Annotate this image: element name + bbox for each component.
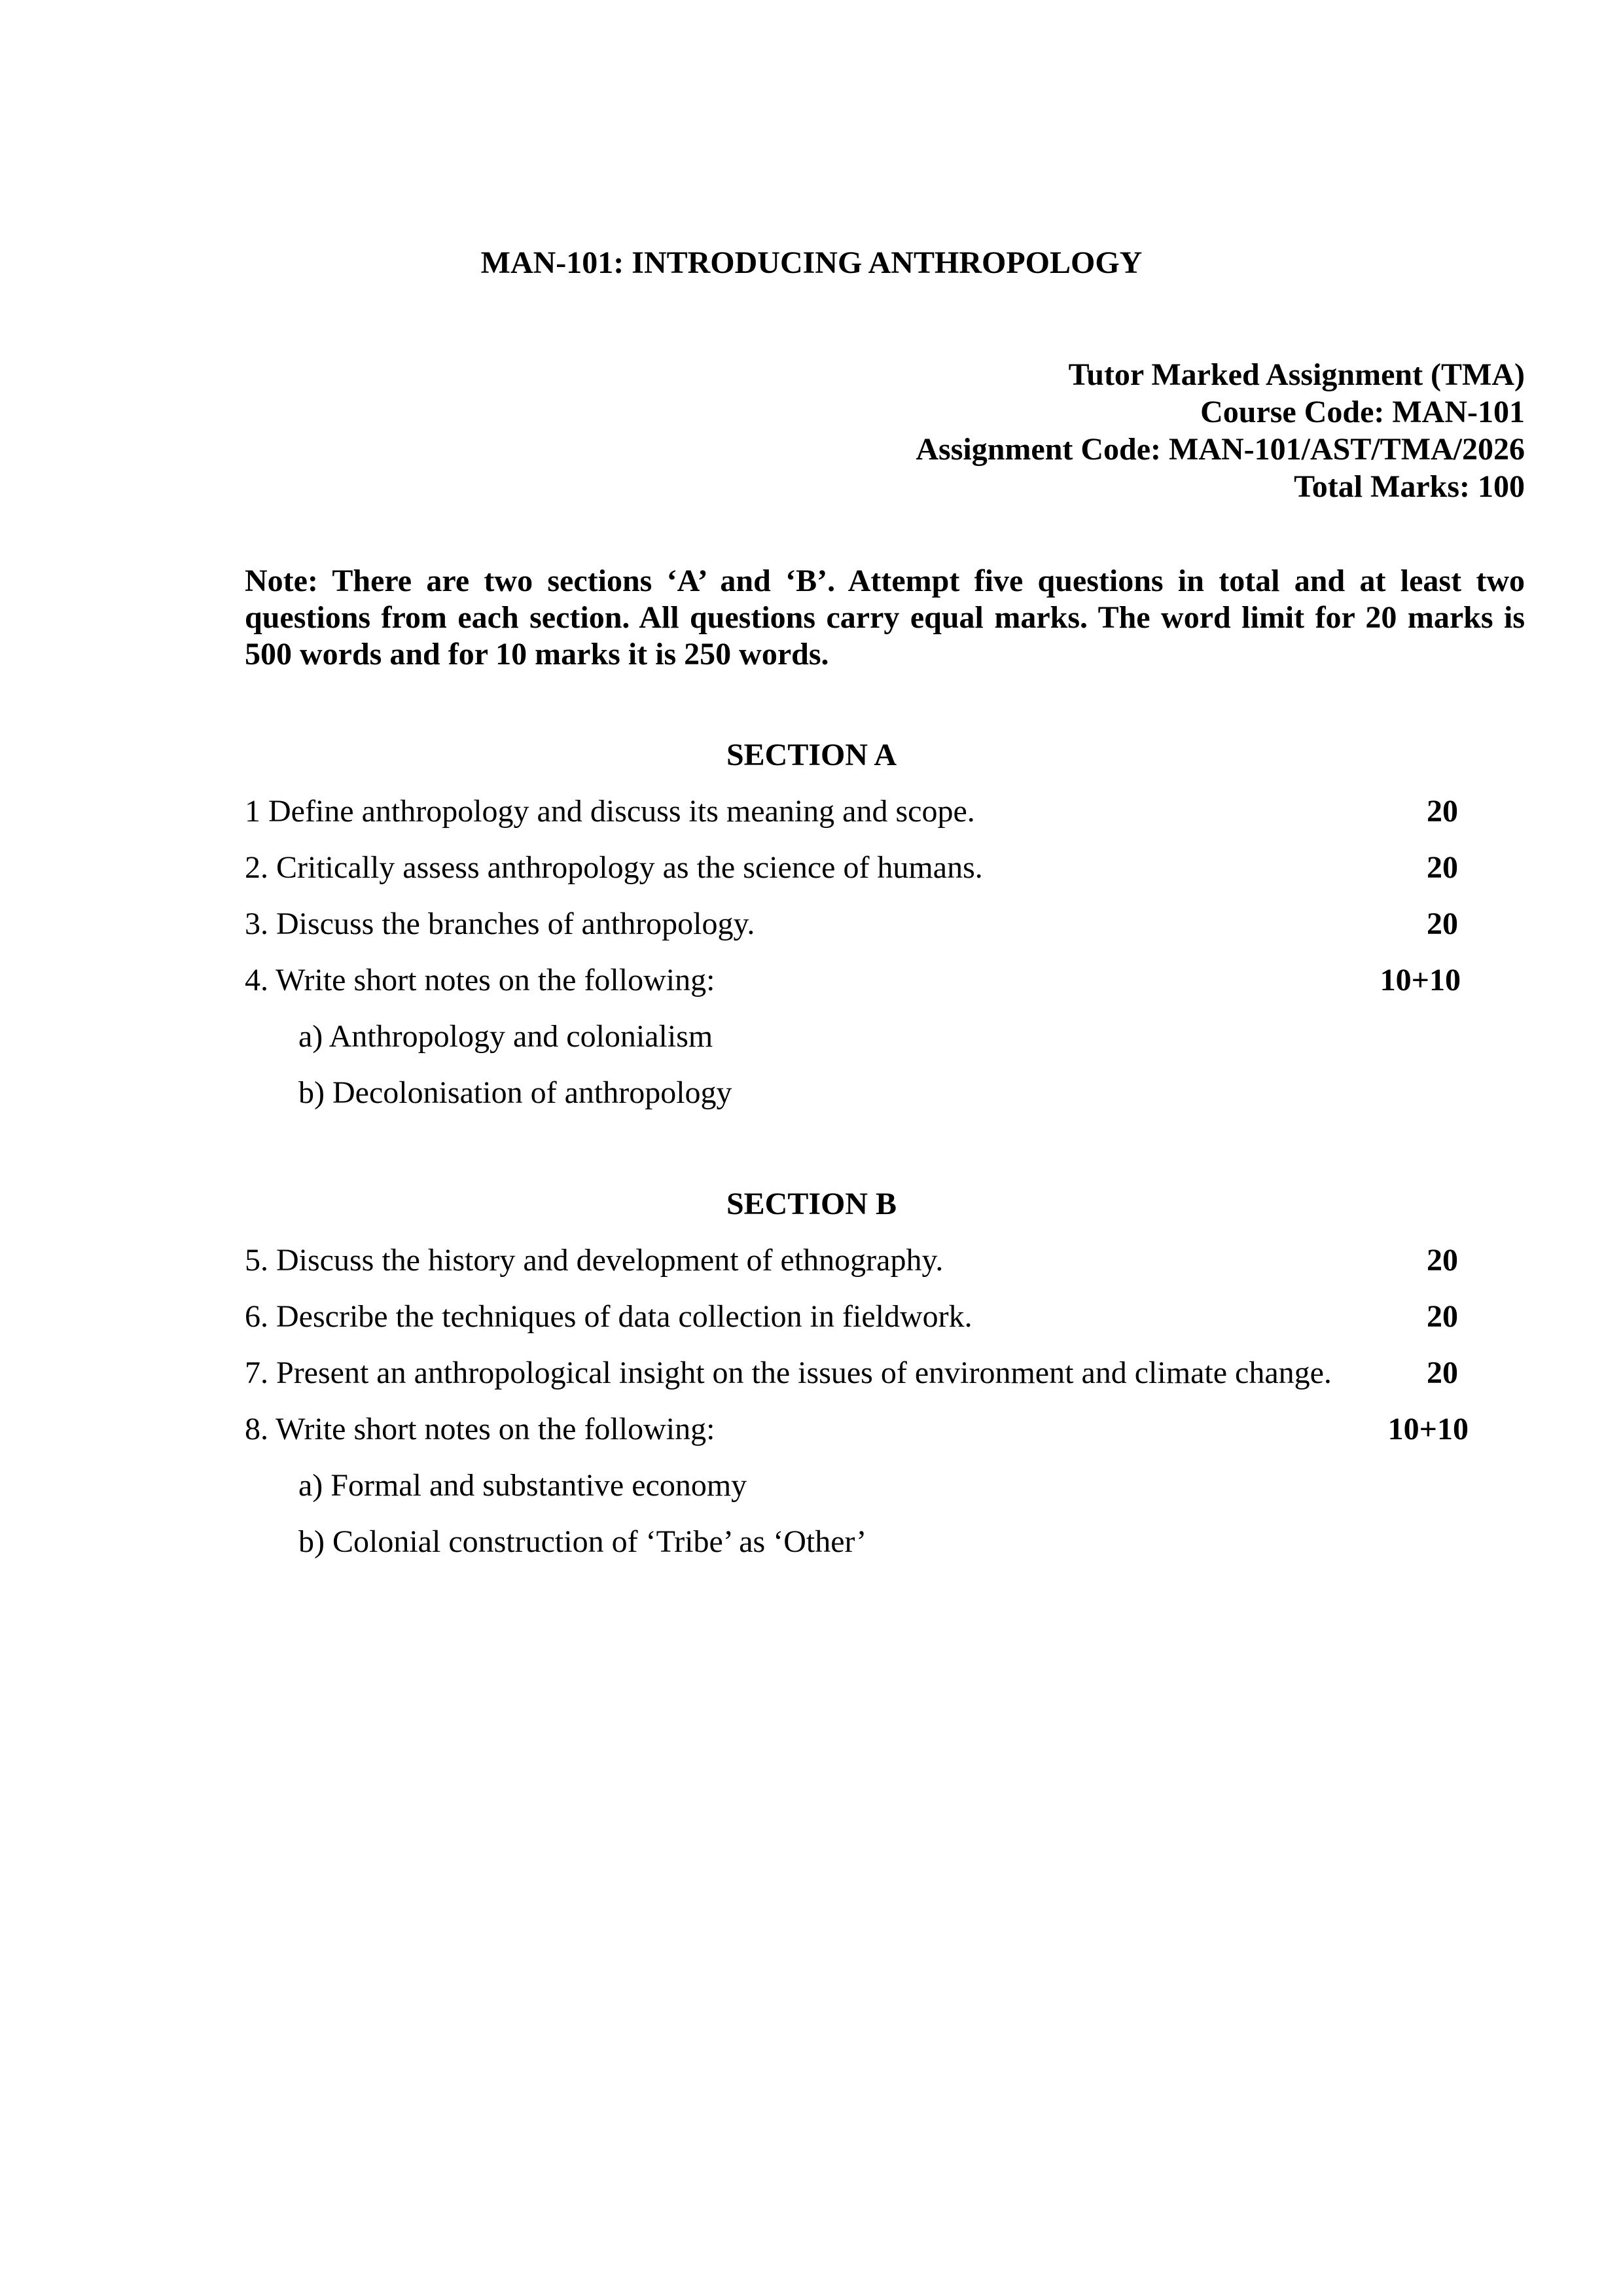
question-2: 2. Critically assess anthropology as the science of humans. [245, 850, 983, 885]
tma-label: Tutor Marked Assignment (TMA) [1068, 357, 1525, 392]
question-4-subitem-b: b) Decolonisation of anthropology [298, 1075, 732, 1110]
section-a-heading: SECTION A [726, 738, 897, 772]
question-3: 3. Discuss the branches of anthropology. [245, 906, 755, 941]
assignment-meta [916, 356, 1525, 505]
total-marks: Total Marks: 100 [1294, 469, 1525, 504]
question-1: 1 Define anthropology and discuss its meaning and scope. [245, 794, 975, 829]
question-8-marks: 10+10 [1387, 1412, 1469, 1446]
document-title: MAN-101: INTRODUCING ANTHROPOLOGY [480, 245, 1143, 280]
question-3-marks: 20 [1427, 906, 1458, 941]
question-4-marks: 10+10 [1380, 963, 1461, 997]
section-b-heading: SECTION B [726, 1187, 897, 1221]
question-4-subitem-a: a) Anthropology and colonialism [298, 1019, 713, 1054]
question-2-marks: 20 [1427, 850, 1458, 885]
question-8-subitem-a: a) Formal and substantive economy [298, 1468, 747, 1503]
question-7-marks: 20 [1427, 1355, 1458, 1390]
question-5-marks: 20 [1427, 1243, 1458, 1278]
question-7: 7. Present an anthropological insight on the issues of environment and climate change. [245, 1355, 1332, 1390]
assignment-code: Assignment Code: MAN-101/AST/TMA/2026 [916, 432, 1525, 467]
question-8-subitem-b: b) Colonial construction of ‘Tribe’ as ‘Other’ [298, 1524, 867, 1559]
question-1-marks: 20 [1427, 794, 1458, 829]
question-8: 8. Write short notes on the following: [245, 1412, 715, 1446]
instructions-note: Note: There are two sections ‘A’ and ‘B’. Attempt five questions in total and at least two questions from each section. All questions carry equal marks. The word limit for 20 marks is 500 words and for 10 marks it is 250 words. [245, 564, 1525, 672]
question-6-marks: 20 [1427, 1299, 1458, 1334]
question-4: 4. Write short notes on the following: [245, 963, 715, 997]
course-code: Course Code: MAN-101 [1200, 395, 1525, 429]
question-5: 5. Discuss the history and development of ethnography. [245, 1243, 944, 1278]
question-6: 6. Describe the techniques of data collection in fieldwork. [245, 1299, 972, 1334]
